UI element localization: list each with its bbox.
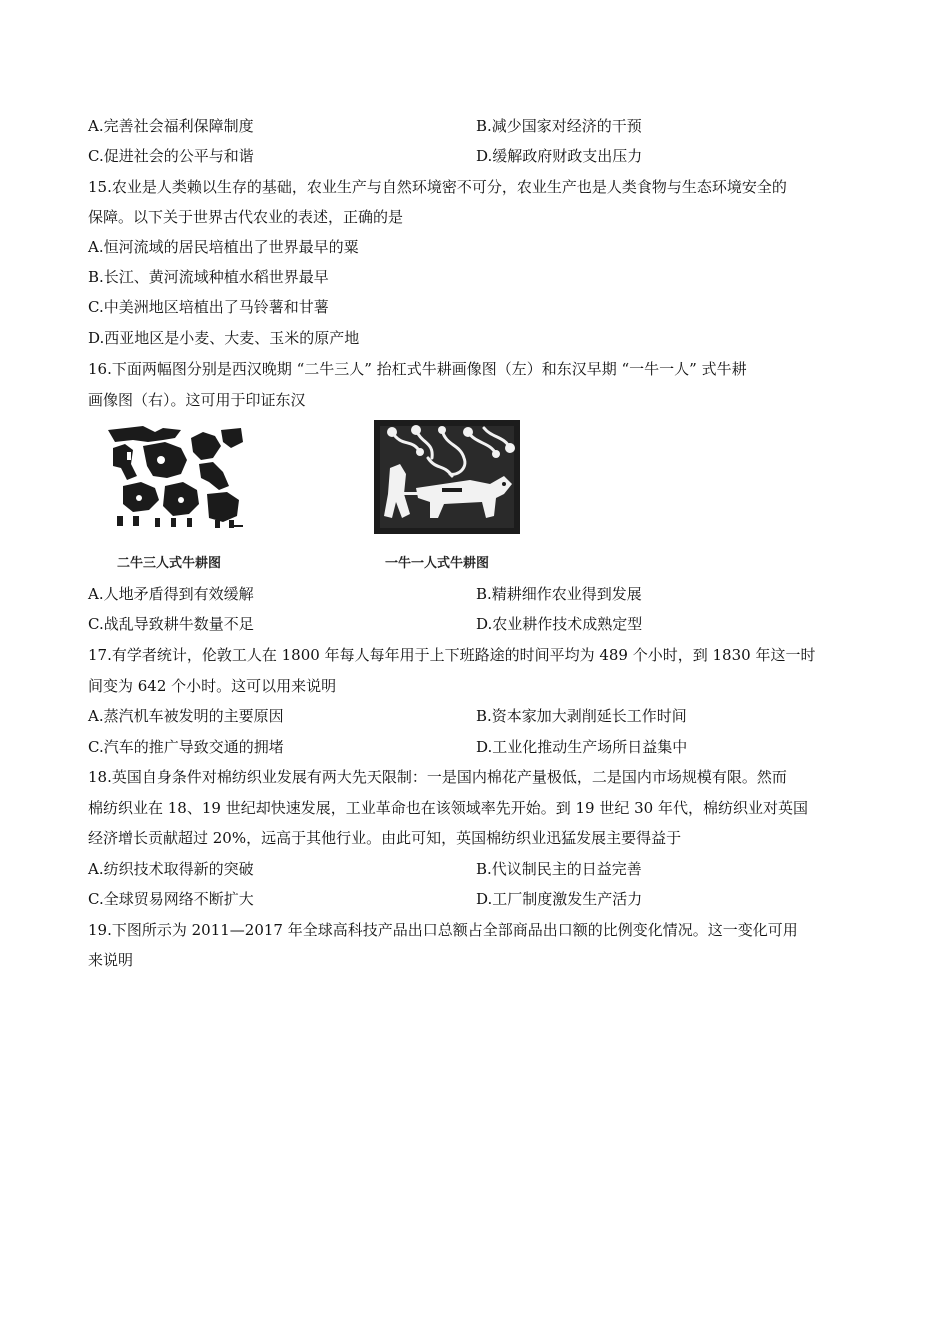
- q15-stem-line1: 15.农业是人类赖以生存的基础，农业生产与自然环境密不可分，农业生产也是人类食物与生态环境安全的: [88, 178, 787, 196]
- q16-stem-line1: 16.下面两幅图分别是西汉晚期 “二牛三人” 抬杠式牛耕画像图（左）和东汉早期 “一牛一人” 式牛耕: [88, 360, 747, 378]
- q14-option-b: B.减少国家对经济的干预: [476, 117, 642, 135]
- q15-option-a: A.恒河流域的居民培植出了世界最早的粟: [88, 238, 359, 256]
- q15-option-d: D.西亚地区是小麦、大麦、玉米的原产地: [88, 329, 360, 347]
- q17-option-b: B.资本家加大剥削延长工作时间: [476, 707, 687, 725]
- q14-option-c: C.促进社会的公平与和谐: [88, 147, 254, 165]
- two-oxen-three-people-image: [103, 420, 248, 535]
- q17-option-d: D.工业化推动生产场所日益集中: [476, 738, 688, 756]
- q18-option-b: B.代议制民主的日益完善: [476, 860, 642, 878]
- q16-option-c: C.战乱导致耕牛数量不足: [88, 615, 254, 633]
- q16-option-b: B.精耕细作农业得到发展: [476, 585, 642, 603]
- q15-option-c: C.中美洲地区培植出了马铃薯和甘薯: [88, 298, 329, 316]
- q17-stem-line2: 间变为 642 个小时。这可以用来说明: [88, 677, 337, 695]
- q19-stem-line1: 19.下图所示为 2011—2017 年全球高科技产品出口总额占全部商品出口额的比例变化情况。这一变化可用: [88, 921, 798, 939]
- q16-option-a: A.人地矛盾得到有效缓解: [88, 585, 254, 603]
- q14-option-d: D.缓解政府财政支出压力: [476, 147, 643, 165]
- one-ox-rubbing-svg: [372, 418, 522, 536]
- q15-stem-line2: 保障。以下关于世界古代农业的表述，正确的是: [88, 208, 404, 226]
- q18-stem-line1: 18.英国自身条件对棉纺织业发展有两大先天限制：一是国内棉花产量极低，二是国内市场规模有限。然而: [88, 768, 787, 786]
- q17-option-c: C.汽车的推广导致交通的拥堵: [88, 738, 284, 756]
- one-ox-one-person-image: [372, 418, 522, 536]
- caption-right: 一牛一人式牛耕图: [385, 556, 490, 571]
- q18-option-d: D.工厂制度激发生产活力: [476, 890, 643, 908]
- q16-stem-line2: 画像图（右）。这可用于印证东汉: [88, 391, 306, 409]
- q14-option-a: A.完善社会福利保障制度: [88, 117, 254, 135]
- caption-left: 二牛三人式牛耕图: [117, 556, 222, 571]
- q18-stem-line2: 棉纺织业在 18、19 世纪却快速发展，工业革命也在该领域率先开始。到 19 世纪 30 年代，棉纺织业对英国: [88, 799, 808, 817]
- q17-stem-line1: 17.有学者统计，伦敦工人在 1800 年每人每年用于上下班路途的时间平均为 489 个小时，到 1830 年这一时: [88, 646, 816, 664]
- q15-option-b: B.长江、黄河流域种植水稻世界最早: [88, 268, 329, 286]
- q18-option-a: A.纺织技术取得新的突破: [88, 860, 254, 878]
- q17-option-a: A.蒸汽机车被发明的主要原因: [88, 707, 284, 725]
- two-oxen-rubbing-svg: [103, 420, 248, 535]
- q16-option-d: D.农业耕作技术成熟定型: [476, 615, 643, 633]
- q19-stem-line2: 来说明: [88, 951, 134, 969]
- q18-option-c: C.全球贸易网络不断扩大: [88, 890, 254, 908]
- q18-stem-line3: 经济增长贡献超过 20%，远高于其他行业。由此可知，英国棉纺织业迅猛发展主要得益于: [88, 829, 682, 847]
